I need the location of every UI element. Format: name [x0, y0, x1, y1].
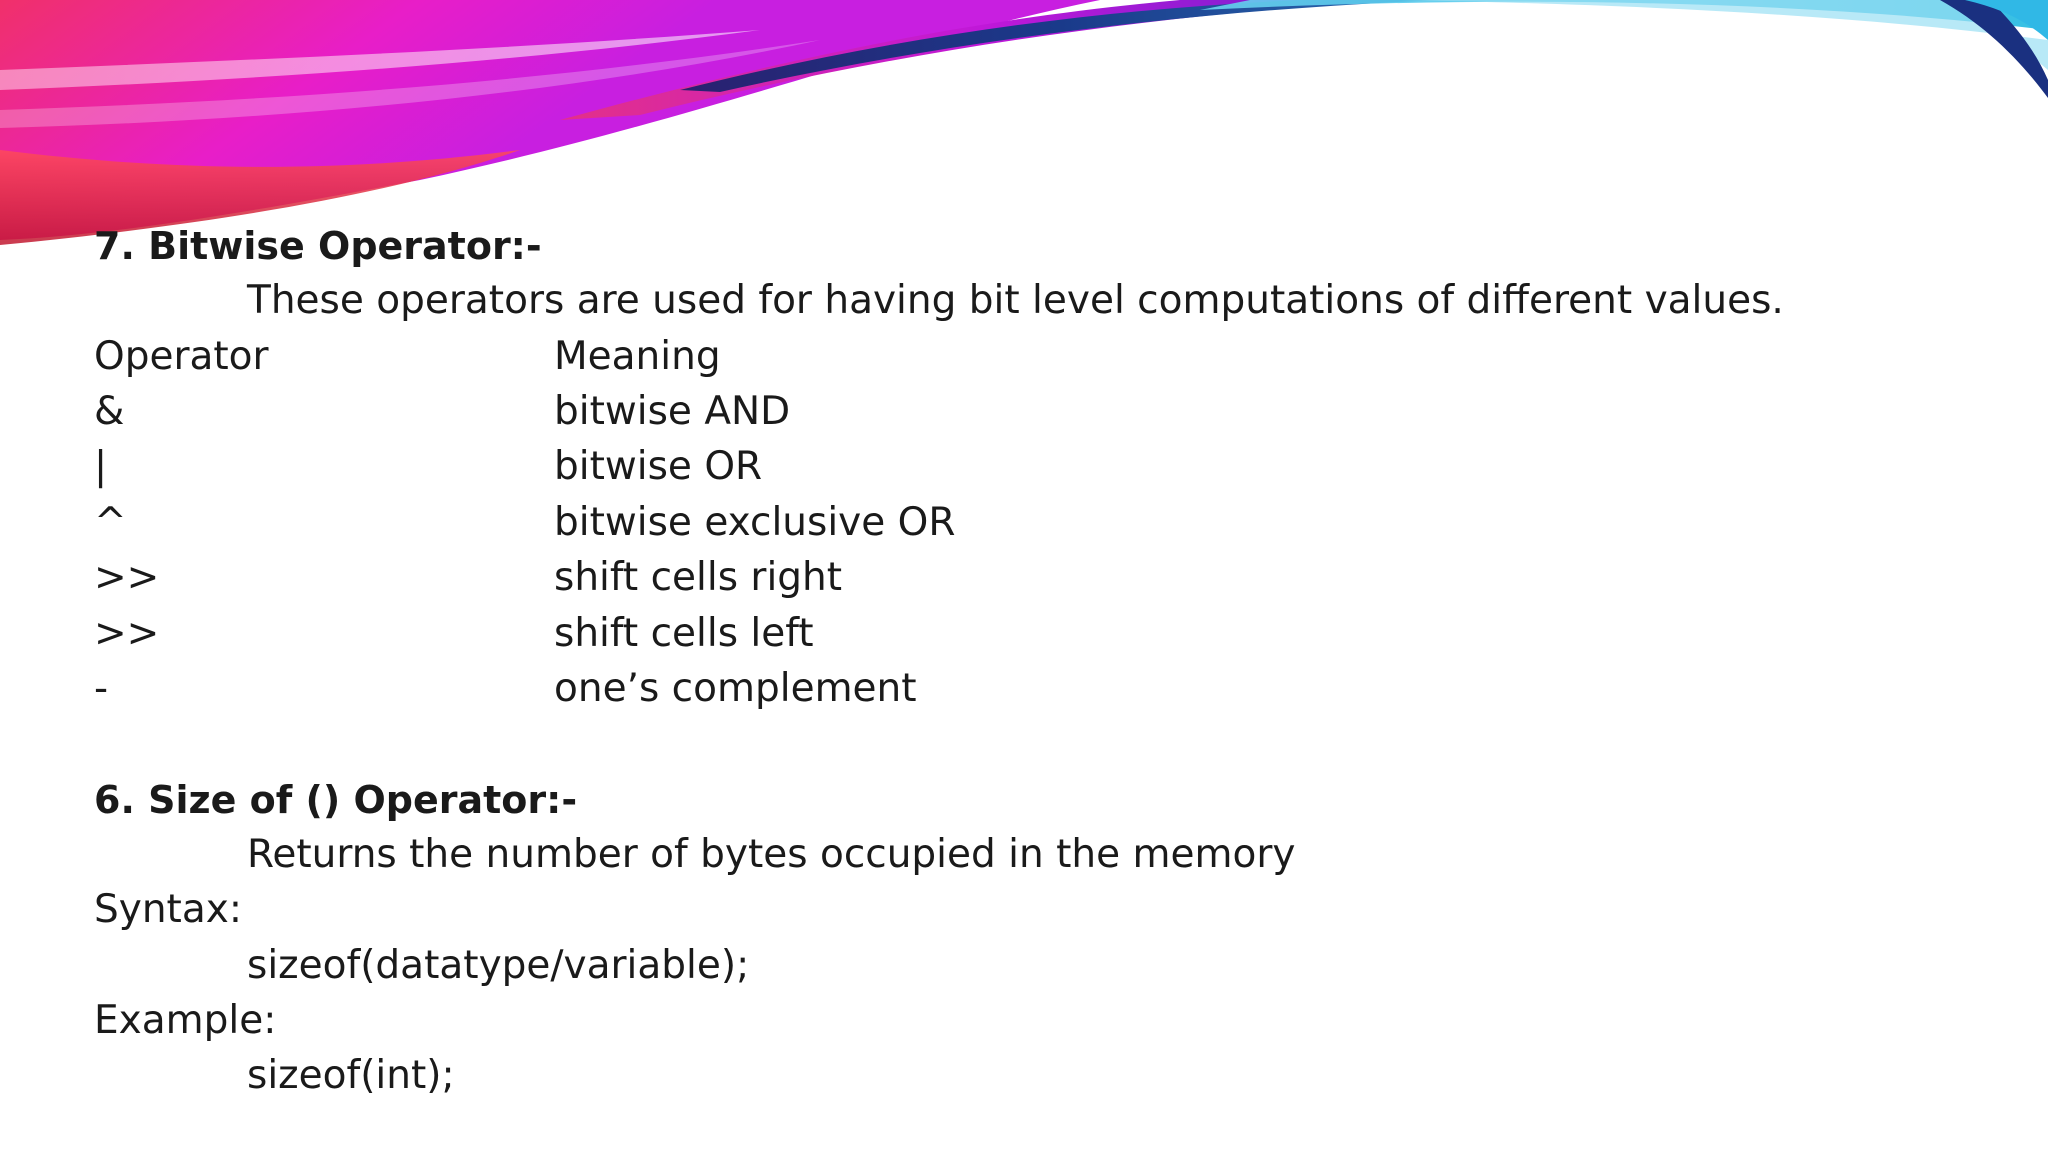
- sizeof-heading: 6. Size of () Operator:-: [94, 778, 578, 822]
- bitwise-description: These operators are used for having bit level computations of different values.: [247, 278, 1784, 323]
- table-row-meaning: bitwise OR: [554, 444, 763, 489]
- table-row-meaning: bitwise exclusive OR: [554, 500, 956, 545]
- table-row-operator: |: [94, 444, 108, 489]
- table-row-meaning: bitwise AND: [554, 389, 791, 434]
- header-swoosh-graphic: [0, 0, 2048, 250]
- bitwise-heading: 7. Bitwise Operator:-: [94, 224, 542, 268]
- syntax-code: sizeof(datatype/variable);: [247, 943, 750, 988]
- table-header-operator: Operator: [94, 334, 269, 379]
- syntax-label: Syntax:: [94, 887, 242, 932]
- example-code: sizeof(int);: [247, 1053, 455, 1098]
- table-header-meaning: Meaning: [554, 334, 721, 379]
- table-row-meaning: shift cells right: [554, 555, 843, 600]
- table-row-operator: >>: [94, 611, 160, 656]
- table-row-operator: ^: [94, 500, 127, 545]
- table-row-operator: >>: [94, 555, 160, 600]
- table-row-operator: &: [94, 389, 125, 434]
- sizeof-description: Returns the number of bytes occupied in the memory: [247, 832, 1296, 877]
- example-label: Example:: [94, 998, 277, 1043]
- table-row-meaning: shift cells left: [554, 611, 814, 656]
- table-row-operator: -: [94, 666, 109, 711]
- table-row-meaning: one’s complement: [554, 666, 917, 711]
